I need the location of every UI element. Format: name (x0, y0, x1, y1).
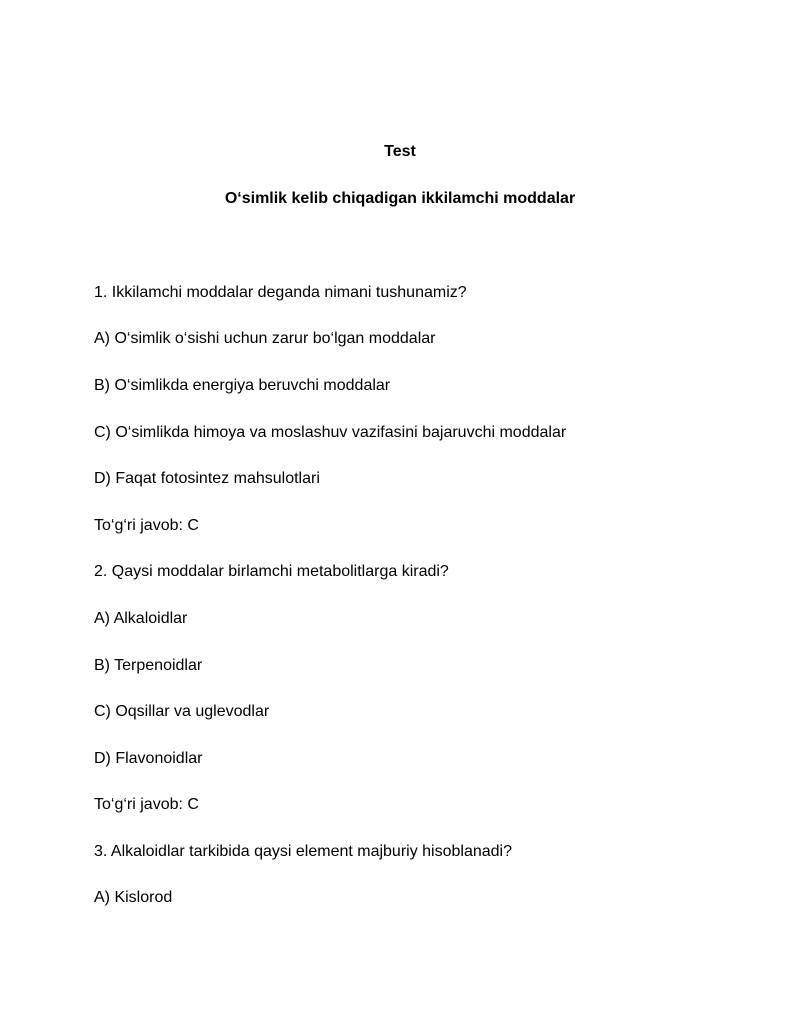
question-1-answer: To‘g‘ri javob: C (94, 517, 199, 534)
question-1-option-b: B) O‘simlikda energiya beruvchi moddalar (94, 377, 391, 394)
question-2-answer: To‘g‘ri javob: C (94, 796, 199, 813)
question-3-option-a: A) Kislorod (94, 889, 173, 906)
question-2-option-a: A) Alkaloidlar (94, 610, 188, 627)
question-3: 3. Alkaloidlar tarkibida qaysi element majburiy hisoblanadi? (94, 843, 513, 860)
question-2: 2. Qaysi moddalar birlamchi metabolitlarga kiradi? (94, 563, 449, 580)
question-2-option-c: C) Oqsillar va uglevodlar (94, 703, 270, 720)
question-2-option-d: D) Flavonoidlar (94, 750, 203, 767)
question-1-option-c: C) O‘simlikda himoya va moslashuv vazifasini bajaruvchi moddalar (94, 424, 567, 441)
question-1-option-d: D) Faqat fotosintez mahsulotlari (94, 470, 320, 487)
document-subtitle: O‘simlik kelib chiqadigan ikkilamchi moddalar (224, 190, 576, 207)
question-1: 1. Ikkilamchi moddalar deganda nimani tushunamiz? (94, 284, 467, 301)
document-title: Test (384, 143, 416, 160)
question-1-option-a: A) O‘simlik o‘sishi uchun zarur bo‘lgan moddalar (94, 330, 436, 347)
question-2-option-b: B) Terpenoidlar (94, 657, 203, 674)
